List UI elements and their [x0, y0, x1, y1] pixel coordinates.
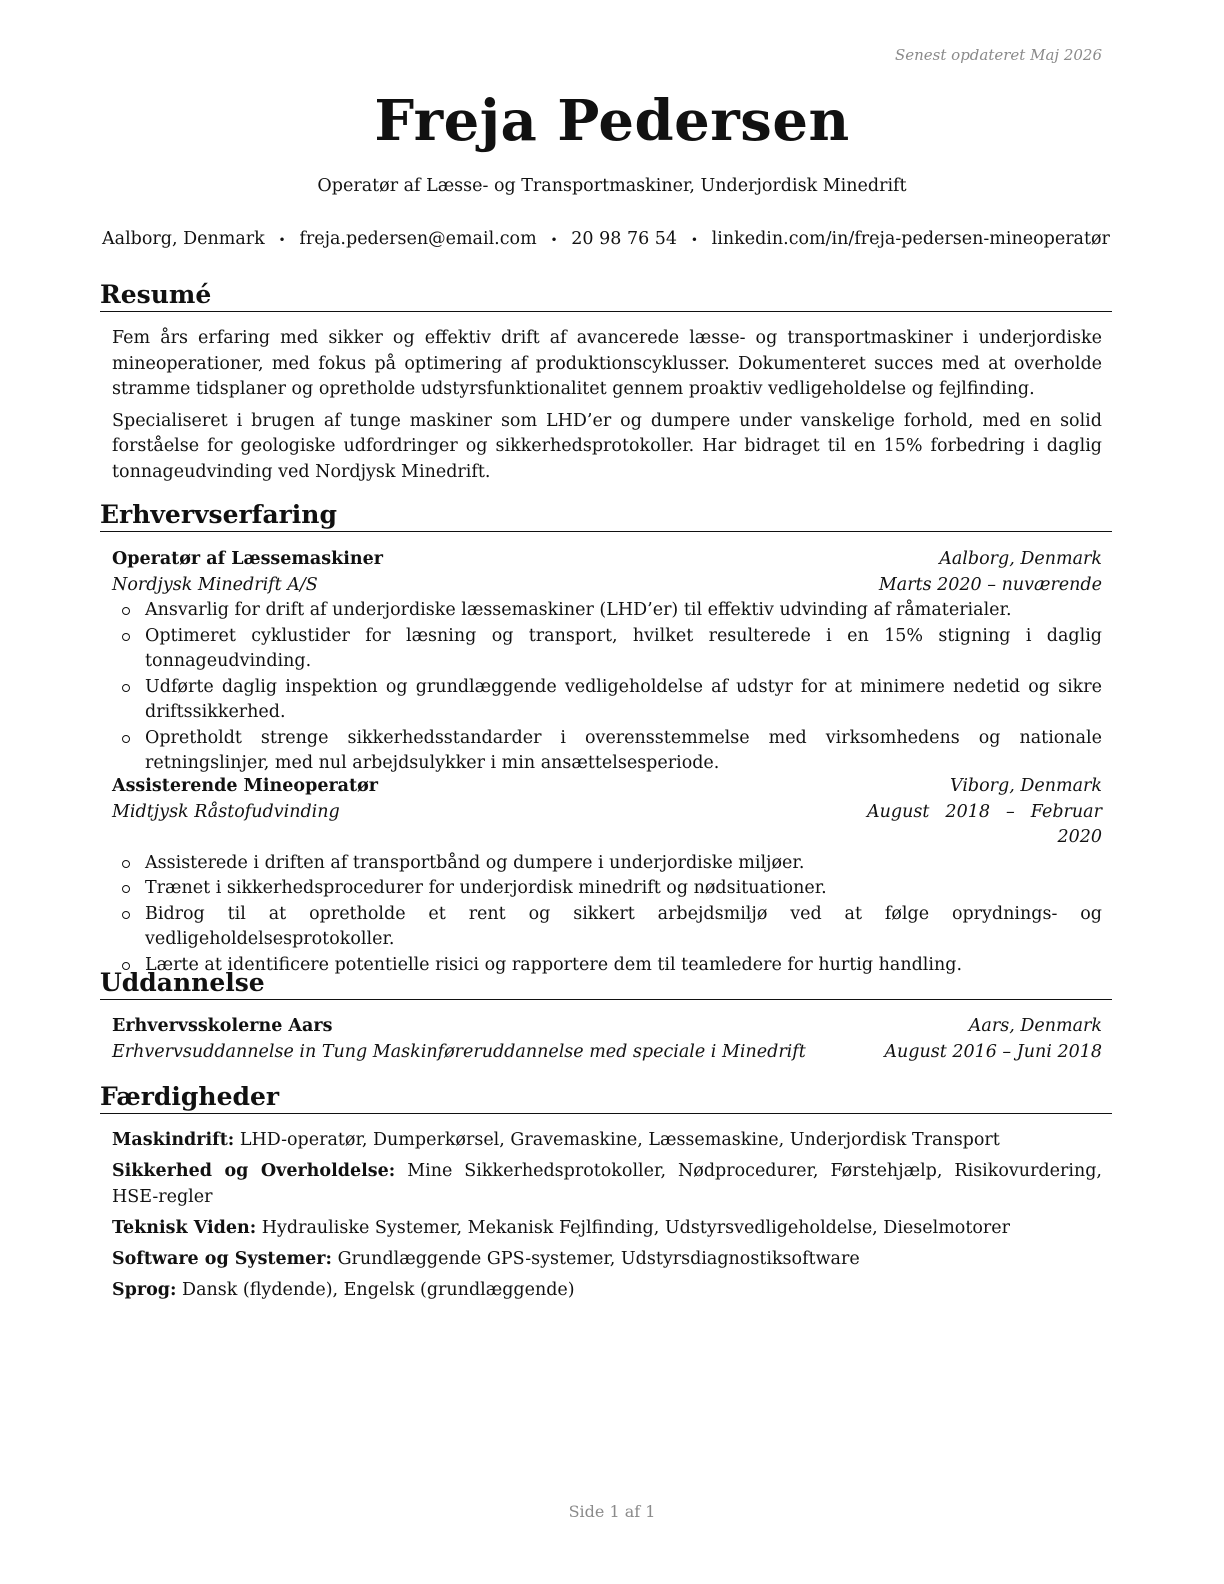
- education-school: Erhvervsskolerne Aars: [112, 1016, 333, 1036]
- skill-row: [112, 1278, 1102, 1304]
- last-updated-note: Senest opdateret Maj 2026: [894, 46, 1102, 64]
- page-number: Side 1 af 1: [568, 1502, 656, 1521]
- bullet-text: Udførte daglig inspektion og grundlæggende vedligeholdelse af udstyr for at minimere nedetid og sikre driftssikkerhed.: [145, 676, 1102, 722]
- summary-paragraph: Specialiseret i brugen af tunge maskiner som LHD’er og dumpere under vanskelige forhold, med en solid forståelse for geologiske udfordringer og sikkerhedsprotokoller. Har bidraget til en 15% forbedring i daglig tonnageudvinding ved Nordjysk Minedrift.: [112, 410, 1102, 482]
- list-item: [112, 851, 1102, 877]
- job-location: Aalborg, Denmark: [939, 549, 1102, 569]
- section-title-experience: Erhvervserfaring: [100, 500, 1112, 532]
- bullet-text: Bidrog til at opretholde et rent og sikkert arbejdsmiljø ved at følge oprydnings- og vedligeholdelsesprotokoller.: [145, 903, 1102, 949]
- circle-bullet-icon: [122, 607, 130, 615]
- education-entry: [112, 1014, 1102, 1065]
- skill-label: Sprog:: [112, 1279, 177, 1300]
- skill-value: Dansk (flydende), Engelsk (grundlæggende): [182, 1279, 575, 1300]
- skill-value: Hydrauliske Systemer, Mekanisk Fejlfinding, Udstyrsvedligeholdelse, Dieselmotorer: [261, 1217, 1011, 1238]
- bullet-text: Opretholdt strenge sikkerhedsstandarder i overensstemmelse med virksomhedens og nationale retningslinjer, med nul arbejdsulykker i min ansættelsesperiode.: [145, 727, 1102, 773]
- section-title-skills: Færdigheder: [100, 1082, 1112, 1114]
- job-company: Nordjysk Minedrift A/S: [112, 574, 318, 595]
- job-entry: [112, 547, 1102, 777]
- job-dates: Marts 2020 – nuværende: [878, 574, 1102, 595]
- skill-row: [112, 1128, 1102, 1154]
- circle-bullet-icon: [122, 911, 130, 919]
- education-degree: Erhvervsuddannelse in Tung Maskinføreruddannelse med speciale i Minedrift: [112, 1041, 806, 1062]
- list-item: [112, 902, 1102, 953]
- bullet-text: Lærte at identificere potentielle risici og rapportere dem til teamledere for hurtig handling.: [145, 954, 963, 975]
- job-company: Midtjysk Råstofudvinding: [112, 801, 340, 822]
- job-header-row: [112, 774, 1102, 800]
- job-bullet-list: [112, 598, 1102, 777]
- education-subheader-row: [112, 1040, 1102, 1066]
- bullet-text: Ansvarlig for drift af underjordiske læssemaskiner (LHD’er) til effektiv udvinding af råmaterialer.: [145, 600, 1012, 620]
- list-item: [112, 726, 1102, 777]
- summary-block: [112, 326, 1102, 491]
- bullet-separator-icon: •: [278, 233, 286, 247]
- circle-bullet-icon: [122, 633, 130, 641]
- education-header-row: [112, 1014, 1102, 1040]
- job-dates: August 2018 – Februar 2020: [867, 801, 1102, 847]
- job-title: Operatør af Læsse- og Transportmaskiner, Underjordisk Minedrift: [317, 176, 907, 196]
- circle-bullet-icon: [122, 860, 130, 868]
- skill-label: Teknisk Viden:: [112, 1217, 257, 1238]
- skill-label: Software og Systemer:: [112, 1248, 332, 1269]
- bullet-text: Assisterede i driften af transportbånd og dumpere i underjordiske miljøer.: [145, 852, 805, 873]
- job-header-row: [112, 547, 1102, 573]
- list-item: [112, 598, 1102, 624]
- skill-value: Mine Sikkerhedsprotokoller, Nødprocedurer, Førstehjælp, Risikovurdering, HSE-regler: [112, 1161, 1102, 1207]
- skill-label: Maskindrift:: [112, 1130, 235, 1150]
- contact-linkedin[interactable]: linkedin.com/in/freja-pedersen-mineoperatør: [711, 229, 1110, 249]
- skill-value: LHD-operatør, Dumperkørsel, Gravemaskine, Læssemaskine, Underjordisk Transport: [239, 1130, 1000, 1150]
- job-bullet-list: [112, 851, 1102, 979]
- skill-row: [112, 1159, 1102, 1210]
- bullet-separator-icon: •: [690, 233, 698, 247]
- job-location: Viborg, Denmark: [949, 776, 1102, 796]
- list-item: [112, 876, 1102, 902]
- summary-paragraph: Fem års erfaring med sikker og effektiv drift af avancerede læsse- og transportmaskiner i underjordiske mineoperationer, med fokus på optimering af produktionscyklusser. Dokumenteret succes med at overholde stramme tidsplaner og opretholde udstyrsfunktionalitet gennem proaktiv vedligeholdelse og fejlfinding.: [112, 328, 1102, 399]
- circle-bullet-icon: [122, 684, 130, 692]
- candidate-name: Freja Pedersen: [374, 88, 850, 154]
- bullet-text: Optimeret cyklustider for læsning og transport, hvilket resulterede i en 15% stigning i daglig tonnageudvinding.: [145, 625, 1102, 671]
- skill-label: Sikkerhed og Overholdelse:: [112, 1161, 396, 1181]
- job-entry: [112, 774, 1102, 978]
- job-role: Assisterende Mineoperatør: [112, 776, 378, 796]
- list-item: [112, 675, 1102, 726]
- circle-bullet-icon: [122, 735, 130, 743]
- list-item: [112, 624, 1102, 675]
- skill-row: [112, 1216, 1102, 1242]
- contact-phone: 20 98 76 54: [571, 229, 678, 249]
- circle-bullet-icon: [122, 885, 130, 893]
- bullet-text: Trænet i sikkerhedsprocedurer for underjordisk minedrift og nødsituationer.: [145, 878, 827, 898]
- section-title-summary: Resumé: [100, 280, 1112, 312]
- education-location: Aars, Denmark: [968, 1016, 1102, 1036]
- job-role: Operatør af Læssemaskiner: [112, 549, 383, 569]
- job-subheader-row: [112, 800, 1102, 851]
- skills-block: [112, 1128, 1102, 1309]
- education-dates: August 2016 – Juni 2018: [884, 1041, 1102, 1062]
- skill-row: [112, 1247, 1102, 1273]
- job-subheader-row: [112, 573, 1102, 599]
- contact-email[interactable]: freja.pedersen@email.com: [299, 229, 537, 249]
- section-title-education: Uddannelse: [100, 968, 1112, 1000]
- contact-line: [102, 229, 1110, 249]
- skill-value: Grundlæggende GPS-systemer, Udstyrsdiagnostiksoftware: [337, 1248, 860, 1269]
- contact-location: Aalborg, Denmark: [102, 229, 265, 249]
- bullet-separator-icon: •: [550, 233, 558, 247]
